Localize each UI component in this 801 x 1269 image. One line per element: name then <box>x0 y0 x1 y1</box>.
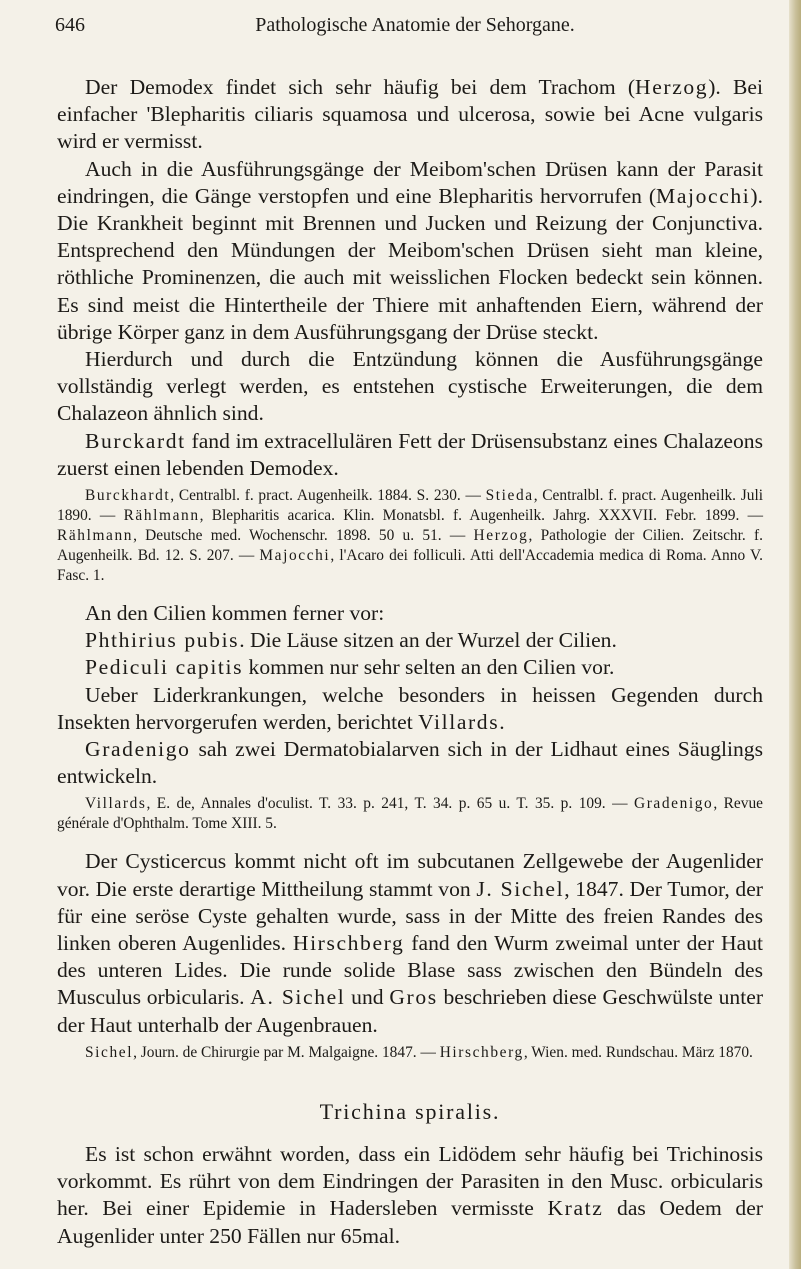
spaced-name: Gradenigo <box>85 737 191 762</box>
text-run: Es ist schon erwähnt worden, dass ein Lidödem sehr häufig bei Trichinosis vorkommt. Es rührt von dem Eindringen der Parasiten in den Musc. orbicularis her. Bei einer Epidemie in Hadersleben vermisste <box>57 1141 763 1221</box>
spaced-name: Hirschberg <box>439 1043 524 1061</box>
text-run: Hierdurch und durch die Entzündung können die Ausführungsgänge vollständig verlegt werden, es entstehen cystische Erweiterungen, die dem Chalazeon ähnlich sind. <box>57 347 763 426</box>
spaced-name: Villards <box>85 795 147 813</box>
spaced-name: Villards <box>418 709 500 734</box>
text-run: , E. de, Annales d'oculist. T. 33. p. 241, T. 34. p. 65 u. T. 35. p. 109. — <box>146 795 634 813</box>
text-run: Ueber Liderkrankungen, welche besonders in heissen Gegenden durch Insekten hervorgerufen werden, berichtet <box>57 682 763 734</box>
body-paragraph <box>57 654 763 681</box>
text-run: . <box>499 709 505 734</box>
reference-note <box>57 1043 763 1063</box>
spaced-name: Hirschberg <box>292 931 405 956</box>
text-run: beschrieben diese Geschwülste unter der Haut unterhalb der Augenbrauen. <box>57 985 764 1037</box>
spaced-name: Kratz <box>547 1196 604 1221</box>
body-paragraph <box>57 736 763 790</box>
text-run: Der Cysticercus kommt nicht oft im subcutanen Zellgewebe der Augenlider vor. Die erste derartige Mittheilung stammt von <box>57 849 763 901</box>
text-run: , Pathologie der Cilien. Zeitschr. f. Augenheilk. Bd. 12. S. 207. — <box>57 527 763 565</box>
text-run: fand den Wurm zweimal unter der Haut des unteren Lides. Die runde solide Blase sass zwischen den Bündeln des Musculus orbicularis. <box>57 931 763 1010</box>
body-paragraph <box>57 428 763 482</box>
page-edge <box>789 0 801 1269</box>
spaced-name: J. Sichel <box>476 876 565 901</box>
spaced-name: Pediculi capitis <box>85 655 244 680</box>
body-paragraph <box>57 627 763 654</box>
spaced-name: Burckardt <box>85 428 186 453</box>
text-run: An den Cilien kommen ferner vor: <box>85 601 385 626</box>
body-paragraph <box>57 682 763 736</box>
text-run: , Journ. de Chirurgie par M. Malgaigne. 1847. — <box>133 1043 440 1061</box>
reference-note <box>57 794 763 834</box>
page-content <box>57 74 763 1250</box>
spaced-name: A. Sichel <box>250 985 346 1010</box>
body-paragraph <box>57 156 763 346</box>
spaced-name: Gradenigo <box>633 795 714 813</box>
body-paragraph <box>57 600 763 627</box>
text-run: Der Demodex findet sich sehr häufig bei dem Trachom ( <box>85 75 636 99</box>
spaced-name: Herzog <box>635 75 709 99</box>
body-paragraph <box>57 74 763 156</box>
text-run: das Oedem der Augenlider unter 250 Fällen nur 65mal. <box>57 1196 763 1248</box>
text-run: , Blepharitis acarica. Klin. Monatsbl. f. Augenheilk. Jahrg. XXXVII. Febr. 1899. — <box>199 507 764 525</box>
text-run: und <box>345 985 390 1010</box>
spaced-name: Majocchi <box>656 183 751 208</box>
spaced-name: Rählmann <box>123 507 200 525</box>
spaced-name: Burckhardt <box>85 487 171 505</box>
spaced-name: Majocchi <box>259 547 331 565</box>
spaced-name: Rählmann <box>57 527 134 545</box>
page-header <box>55 14 775 48</box>
body-paragraph <box>57 848 763 1038</box>
text-run: ). Die Krankheit beginnt mit Brennen und Jucken und Reizung der Conjunctiva. Entsprechend den Mündungen der Meibom'schen Drüsen sieht man kleine, röthliche Prominenzen, die auch mit weisslichen Flocken bedeckt sein können. Es sind meist die Hintertheile der Thiere mit anhaftenden Eiern, während der übrige Körper ganz in dem Ausführungsgang der Drüse steckt. <box>57 183 763 344</box>
reference-note <box>57 486 763 586</box>
text-run: , Wien. med. Rundschau. März 1870. <box>523 1043 753 1061</box>
text-run: kommen nur sehr selten an den Cilien vor. <box>243 655 615 680</box>
text-run: , 1847. Der Tumor, der für eine seröse Cyste gehalten wurde, sass in der Mitte des freien Randes des linken oberen Augenlides. <box>57 876 763 956</box>
spaced-name: Phthirius pubis <box>85 628 240 653</box>
text-run: sah zwei Dermatobialarven sich in der Lidhaut eines Säuglings entwickeln. <box>57 737 763 789</box>
spaced-name: Herzog <box>473 527 529 545</box>
text-run: Trichina spiralis. <box>319 1098 501 1124</box>
body-paragraph <box>57 346 763 428</box>
text-run: ). Bei einfacher 'Blepharitis ciliaris squamosa und ulcerosa, sowie bei Acne vulgaris wird er vermisst. <box>57 75 763 154</box>
body-paragraph <box>57 1141 763 1250</box>
page-number: 646 <box>55 14 85 36</box>
spaced-name: Sichel <box>85 1043 134 1061</box>
running-title: Pathologische Anatomie der Sehorgane. <box>255 14 575 36</box>
text-run: . Die Läuse sitzen an der Wurzel der Cilien. <box>239 628 617 653</box>
text-run: , Deutsche med. Wochenschr. 1898. 50 u. 51. — <box>133 527 474 545</box>
spaced-name: Gros <box>389 985 438 1010</box>
text-run: Auch in die Ausführungsgänge der Meibom'schen Drüsen kann der Parasit eindringen, die Gänge verstopfen und eine Blepharitis hervorrufen ( <box>57 156 763 208</box>
text-run: , l'Acaro dei folliculi. Atti dell'Accademia medica di Roma. Anno V. Fasc. 1. <box>57 547 763 585</box>
section-title <box>57 1099 763 1125</box>
text-run: , Revue générale d'Ophthalm. Tome XIII. 5. <box>57 795 763 833</box>
text-run: , Centralbl. f. pract. Augenheilk. 1884. S. 230. — <box>170 487 486 505</box>
text-run: , Centralbl. f. pract. Augenheilk. Juli 1890. — <box>57 487 763 525</box>
text-run: fand im extracellulären Fett der Drüsensubstanz eines Chalazeons zuerst einen lebenden Demodex. <box>57 428 763 480</box>
spaced-name: Stieda <box>485 487 534 505</box>
